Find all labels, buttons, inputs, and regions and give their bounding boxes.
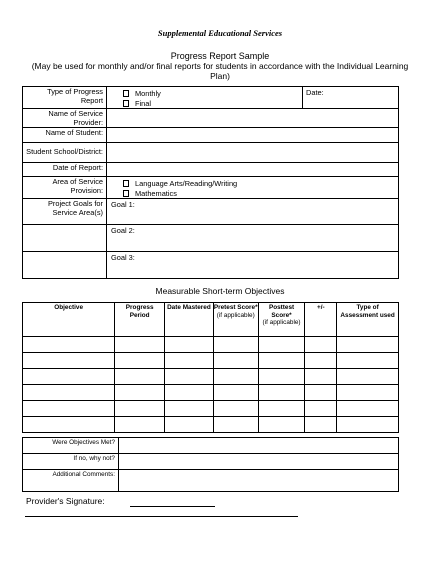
column-header <box>258 303 305 337</box>
table-cell[interactable] <box>305 417 337 433</box>
date-cell[interactable] <box>303 87 399 109</box>
area-options <box>107 177 399 199</box>
column-header <box>213 303 258 337</box>
table-cell[interactable] <box>213 417 258 433</box>
table-cell[interactable] <box>115 417 165 433</box>
table-row <box>23 353 399 369</box>
table-cell[interactable] <box>165 337 214 353</box>
table-cell[interactable] <box>115 337 165 353</box>
table-cell[interactable] <box>337 385 399 401</box>
table-cell[interactable] <box>213 385 258 401</box>
table-cell[interactable] <box>258 369 305 385</box>
table-cell[interactable] <box>337 401 399 417</box>
goals-label-spacer <box>23 252 107 279</box>
followup-table <box>22 437 399 492</box>
table-cell[interactable] <box>305 369 337 385</box>
objectives-met-label: Were Objectives Met? <box>23 438 119 454</box>
table-cell[interactable] <box>305 385 337 401</box>
table-row <box>23 369 399 385</box>
table-cell[interactable] <box>337 337 399 353</box>
signature-underline <box>25 516 298 517</box>
table-cell[interactable] <box>23 401 115 417</box>
table-cell[interactable] <box>23 417 115 433</box>
checkbox-icon[interactable] <box>123 180 129 187</box>
table-cell[interactable] <box>165 353 214 369</box>
checkbox-icon[interactable] <box>123 100 129 107</box>
signature-line[interactable] <box>130 506 215 507</box>
table-cell[interactable] <box>305 353 337 369</box>
table-cell[interactable] <box>258 353 305 369</box>
goals-label-spacer <box>23 225 107 252</box>
table-cell[interactable] <box>165 369 214 385</box>
table-cell[interactable] <box>213 369 258 385</box>
page-subtitle: (May be used for monthly and/or final reports for students in accordance with the Individual Learning Plan) <box>31 61 409 81</box>
table-cell[interactable] <box>258 417 305 433</box>
table-cell[interactable] <box>23 385 115 401</box>
table-cell[interactable] <box>337 369 399 385</box>
why-not-field[interactable] <box>119 454 399 470</box>
school-field[interactable] <box>107 143 399 163</box>
why-not-label: If no, why not? <box>23 454 119 470</box>
provider-field[interactable] <box>107 109 399 128</box>
column-header <box>305 303 337 337</box>
type-label: Type of Progress Report <box>23 87 107 109</box>
student-label: Name of Student: <box>23 128 107 143</box>
column-header <box>165 303 214 337</box>
table-row <box>23 385 399 401</box>
table-row <box>23 337 399 353</box>
school-label: Student School/District: <box>23 143 107 163</box>
option-mathematics[interactable]: Mathematics <box>107 188 398 198</box>
column-header <box>337 303 399 337</box>
table-cell[interactable] <box>165 417 214 433</box>
table-row <box>23 417 399 433</box>
table-cell[interactable] <box>23 353 115 369</box>
option-final[interactable]: Final <box>107 98 302 108</box>
option-language-arts[interactable]: Language Arts/Reading/Writing <box>107 178 398 188</box>
column-header-label: Progress Period <box>125 304 154 319</box>
column-header-label: Posttest Score* <box>268 304 295 319</box>
goals-label: Project Goals for Service Area(s) <box>23 199 107 225</box>
table-cell[interactable] <box>23 337 115 353</box>
table-cell[interactable] <box>337 353 399 369</box>
goal-3[interactable]: Goal 3: <box>107 252 399 279</box>
table-cell[interactable] <box>213 353 258 369</box>
type-options <box>107 87 303 109</box>
checkbox-icon[interactable] <box>123 190 129 197</box>
table-cell[interactable] <box>305 401 337 417</box>
report-date-field[interactable] <box>107 163 399 177</box>
goal-2[interactable]: Goal 2: <box>107 225 399 252</box>
table-cell[interactable] <box>165 401 214 417</box>
goal-1[interactable]: Goal 1: <box>107 199 399 225</box>
column-header <box>115 303 165 337</box>
table-cell[interactable] <box>115 369 165 385</box>
column-header-label: Objective <box>54 304 84 311</box>
column-header-note: (if applicable) <box>262 319 301 326</box>
area-label: Area of Service Provision: <box>23 177 107 199</box>
comments-label: Additional Comments: <box>23 470 119 492</box>
table-cell[interactable] <box>258 385 305 401</box>
column-header-label: Type of Assessment used <box>340 304 395 319</box>
checkbox-icon[interactable] <box>123 90 129 97</box>
column-header-label: Date Mastered <box>167 304 211 311</box>
table-cell[interactable] <box>23 369 115 385</box>
table-cell[interactable] <box>213 401 258 417</box>
info-table <box>22 86 399 279</box>
organization-title: Supplemental Educational Services <box>157 28 283 38</box>
table-cell[interactable] <box>337 417 399 433</box>
date-label: Date: <box>306 88 324 97</box>
table-cell[interactable] <box>213 337 258 353</box>
objectives-met-field[interactable] <box>119 438 399 454</box>
objectives-table <box>22 302 399 433</box>
page-title: Progress Report Sample <box>170 51 270 61</box>
table-cell[interactable] <box>305 337 337 353</box>
report-date-label: Date of Report: <box>23 163 107 177</box>
signature-label: Provider's Signature: <box>26 496 105 506</box>
provider-label: Name of Service Provider: <box>23 109 107 128</box>
objectives-title: Measurable Short-term Objectives <box>155 286 285 296</box>
comments-field[interactable] <box>119 470 399 492</box>
table-cell[interactable] <box>115 353 165 369</box>
table-cell[interactable] <box>258 401 305 417</box>
column-header-note: (if applicable) <box>216 311 255 319</box>
table-cell[interactable] <box>115 385 165 401</box>
column-header <box>23 303 115 337</box>
table-cell[interactable] <box>165 385 214 401</box>
column-header-label: Pretest Score* <box>213 304 258 311</box>
student-field[interactable] <box>107 128 399 143</box>
table-row <box>23 401 399 417</box>
option-monthly[interactable]: Monthly <box>107 88 302 98</box>
column-header-label: +/- <box>317 304 325 311</box>
table-cell[interactable] <box>258 337 305 353</box>
table-cell[interactable] <box>115 401 165 417</box>
